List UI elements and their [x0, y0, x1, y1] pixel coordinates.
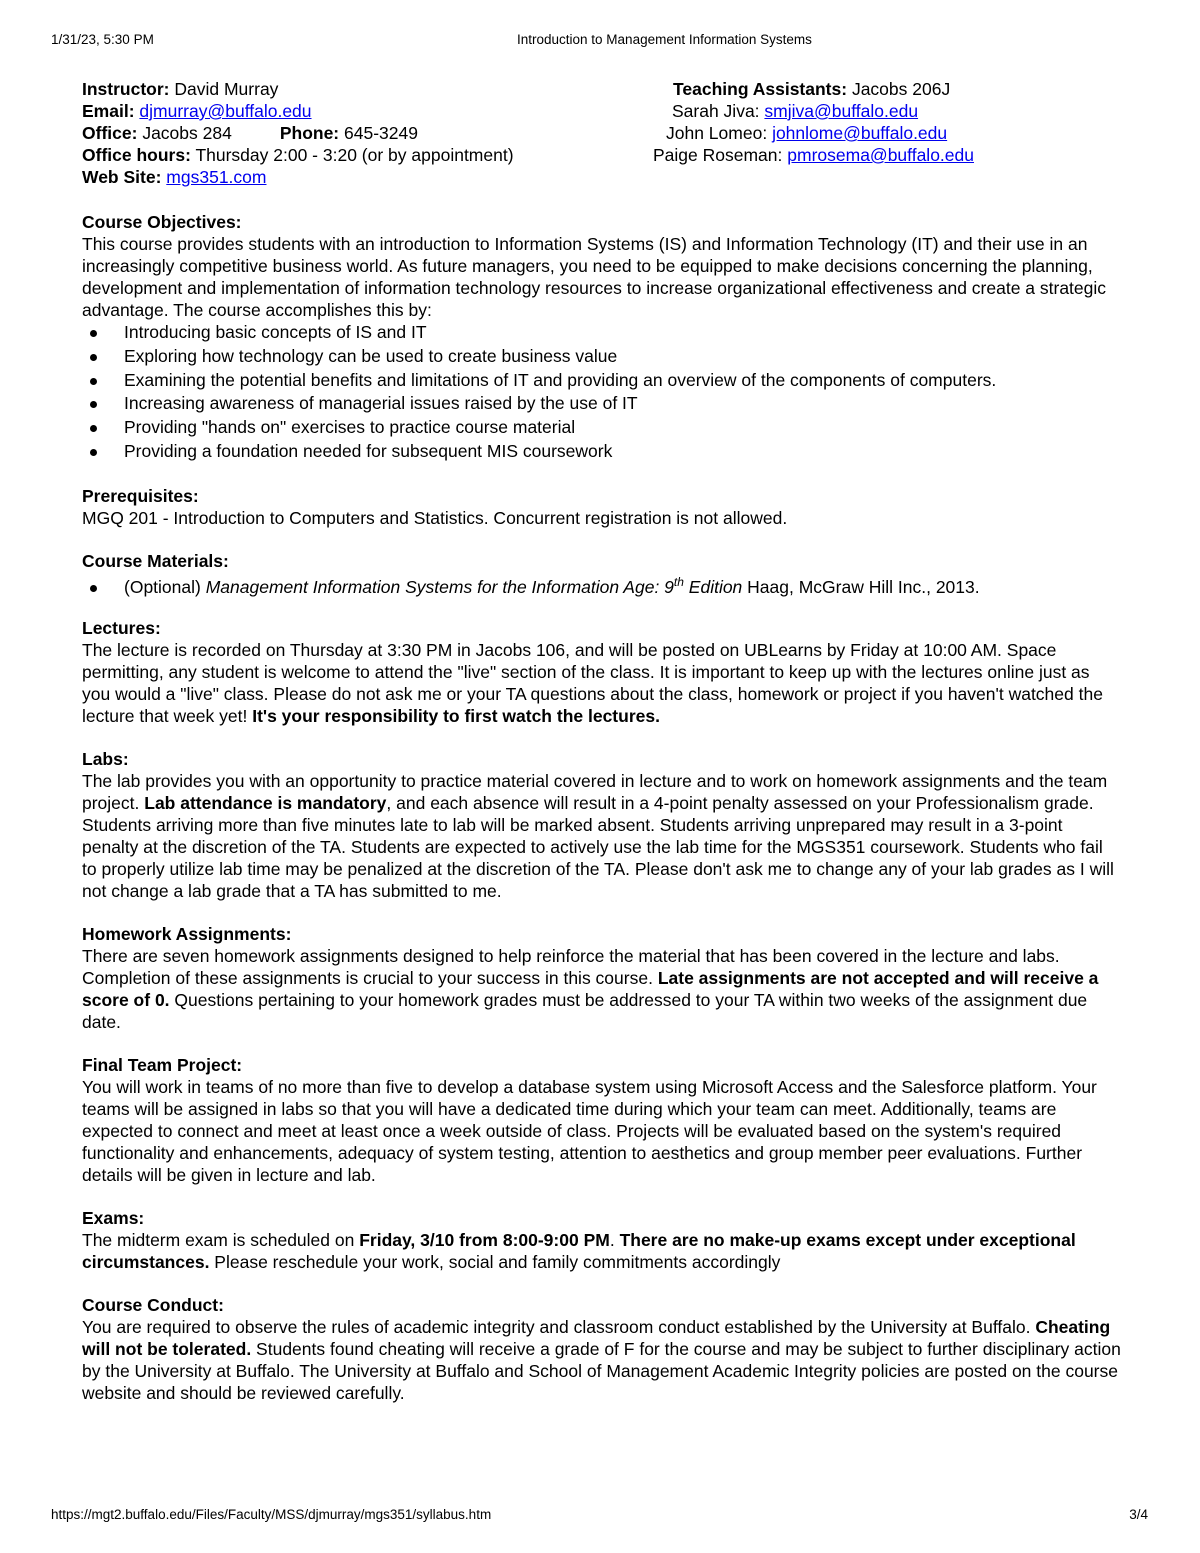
ta-name: Sarah Jiva: [672, 101, 760, 121]
list-item: Providing "hands on" exercises to practice course material [124, 416, 1122, 440]
list-item: Examining the potential benefits and limitations of IT and providing an overview of the components of computers. [124, 369, 1122, 393]
section-heading: Exams: [82, 1207, 145, 1228]
conduct-body: You are required to observe the rules of academic integrity and classroom conduct established by the University at Buffalo. [82, 1316, 1036, 1337]
prerequisites-text: MGQ 201 - Introduction to Computers and Statistics. Concurrent registration is not allowed. [82, 507, 788, 528]
ta-name: Paige Roseman: [653, 145, 783, 165]
list-item [124, 572, 1122, 598]
materials-section [82, 550, 1122, 598]
project-text: You will work in teams of no more than five to develop a database system using Microsoft Access and the Salesforce platform. Your teams will be assigned in labs so that you will have a dedicated time during which your team can meet. Additionally, teams are expected to connect and meet at least once a week outside of class. Projects will be evaluated based on the system's required functionality and enhancements, adequacy of system testing, attention to aesthetics and group member peer evaluations. Further details will be given in lecture and lab. [82, 1076, 1097, 1185]
lectures-emphasis: It's your responsibility to first watch the lectures. [252, 705, 660, 726]
section-heading: Course Materials: [82, 550, 229, 571]
page-title: Introduction to Management Information Systems [517, 32, 812, 47]
page-number: 3/4 [1129, 1507, 1148, 1522]
exams-body: Please reschedule your work, social and family commitments accordingly [209, 1251, 781, 1272]
conduct-text [82, 1316, 1122, 1404]
website-link[interactable]: mgs351.com [166, 167, 267, 187]
edition-label: Edition [683, 576, 743, 597]
section-heading: Homework Assignments: [82, 923, 292, 944]
list-item: Increasing awareness of managerial issues raised by the use of IT [124, 392, 1122, 416]
materials-prefix: (Optional) [124, 576, 206, 597]
textbook-title: Management Information Systems for the Information Age: 9 [205, 576, 674, 597]
lectures-body: The lecture is recorded on Thursday at 3:30 PM in Jacobs 106, and will be posted on UBLearns by Friday at 10:00 AM. Space permitting, any student is welcome to attend the "live" section of the class. It is important to keep up with the lectures online just as you would a "live" class. Please do not ask me or your TA questions about the class, homework or project if you haven't watched the lecture that week yet! [82, 639, 1103, 726]
section-heading: Course Conduct: [82, 1294, 224, 1315]
ta-info [653, 78, 974, 166]
section-heading: Labs: [82, 748, 129, 769]
syllabus-content [82, 78, 1122, 1404]
ta-email-link[interactable]: smjiva@buffalo.edu [764, 101, 919, 121]
exams-body: The midterm exam is scheduled on [82, 1229, 360, 1250]
page-url: https://mgt2.buffalo.edu/Files/Faculty/MSS/djmurray/mgs351/syllabus.htm [51, 1507, 492, 1522]
office-hours-value: Thursday 2:00 - 3:20 (or by appointment) [195, 145, 514, 165]
instructor-email-link[interactable]: djmurray@buffalo.edu [139, 101, 312, 121]
project-section [82, 1054, 1122, 1186]
contact-info [82, 78, 1122, 190]
ta-email-link[interactable]: johnlome@buffalo.edu [772, 123, 948, 143]
list-item: Introducing basic concepts of IS and IT [124, 321, 1122, 345]
exams-section [82, 1207, 1122, 1273]
instructor-info [82, 78, 514, 188]
labs-emphasis: Lab attendance is mandatory [144, 792, 387, 813]
list-item: Providing a foundation needed for subsequent MIS coursework [124, 440, 1122, 464]
email-label: Email: [82, 101, 135, 121]
objectives-text: This course provides students with an introduction to Information Systems (IS) and Information Technology (IT) and their use in an increasingly competitive business world. As future managers, you need to be equipped to make decisions concerning the planning, development and implementation of information technology resources to increase organizational effectiveness and create a strategic advantage. The course accomplishes this by: [82, 234, 1107, 320]
labs-section [82, 748, 1122, 902]
labs-body: , and each absence will result in a 4-point penalty assessed on your Professionalism grade. Students arriving more than five minutes late to lab will be marked absent. Students arriving unprepared may result in a 3-point penalty at the discretion of the TA. Students are expected to actively use the lab time for the MGS351 coursework. Students who fail to properly utilize lab time may be penalized at the discretion of the TA. Please don't ask me to change any of your lab grades as I will not change a lab grade that a TA has submitted to me. [82, 792, 1114, 901]
edition-superscript: th [673, 574, 684, 589]
materials-list [82, 572, 1122, 598]
section-heading: Course Objectives: [82, 212, 242, 232]
office-value: Jacobs 284 [142, 123, 232, 143]
lectures-text [82, 639, 1122, 727]
objectives-section [82, 211, 1122, 464]
print-datetime: 1/31/23, 5:30 PM [51, 32, 154, 47]
ta-location: Jacobs 206J [851, 79, 951, 99]
exams-body: . [609, 1229, 620, 1250]
conduct-section [82, 1294, 1122, 1404]
section-heading: Lectures: [82, 617, 161, 638]
conduct-body: Students found cheating will receive a grade of F for the course and may be subject to further disciplinary action by the University at Buffalo. The University at Buffalo and School of Management Academic Integrity policies are posted on the course website and should be reviewed carefully. [82, 1338, 1121, 1403]
labs-text [82, 770, 1122, 902]
exam-date: Friday, 3/10 from 8:00-9:00 PM [359, 1229, 610, 1250]
labs-body: The lab provides you with an opportunity to practice material covered in lecture and to work on homework assignments and the team project. [82, 770, 1108, 813]
section-heading: Prerequisites: [82, 485, 199, 506]
exams-text [82, 1229, 1122, 1273]
prerequisites-section [82, 485, 1122, 529]
website-label: Web Site: [82, 167, 162, 187]
lectures-section [82, 617, 1122, 727]
instructor-name: David Murray [174, 79, 279, 99]
conduct-emphasis: Cheating will not be tolerated. [82, 1316, 1111, 1359]
office-hours-label: Office hours: [82, 145, 191, 165]
phone-value: 645-3249 [344, 123, 418, 143]
objectives-list [82, 321, 1122, 464]
homework-body: There are seven homework assignments designed to help reinforce the material that has been covered in the lecture and labs. Completion of these assignments is crucial to your success in this course. [82, 945, 1060, 988]
office-label: Office: [82, 123, 138, 143]
ta-label: Teaching Assistants: [673, 79, 848, 99]
homework-body: Questions pertaining to your homework grades must be addressed to your TA within two weeks of the assignment due date. [82, 989, 1088, 1032]
textbook-publisher: Haag, McGraw Hill Inc., 2013. [742, 576, 980, 597]
list-item: Exploring how technology can be used to create business value [124, 345, 1122, 369]
ta-email-link[interactable]: pmrosema@buffalo.edu [787, 145, 974, 165]
homework-section [82, 923, 1122, 1033]
section-heading: Final Team Project: [82, 1054, 243, 1075]
exams-emphasis: There are no make-up exams except under exceptional circumstances. [82, 1229, 1076, 1272]
homework-text [82, 945, 1122, 1033]
instructor-label: Instructor: [82, 79, 170, 99]
homework-emphasis: Late assignments are not accepted and will receive a score of 0. [82, 967, 1099, 1010]
ta-name: John Lomeo: [666, 123, 768, 143]
phone-label: Phone: [279, 123, 340, 143]
